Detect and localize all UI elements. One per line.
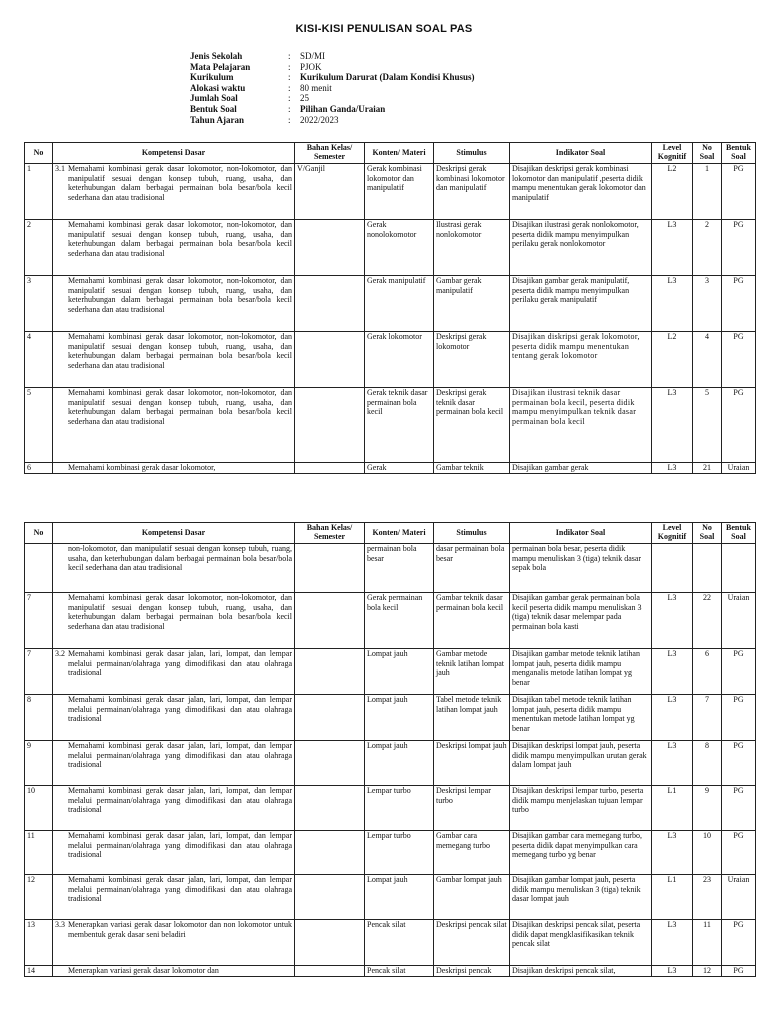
- meta-value: PJOK: [300, 61, 322, 72]
- cell-stimulus: Ilustrasi gerak nonlokomotor: [434, 220, 510, 276]
- cell-level: L3: [652, 966, 693, 977]
- meta-colon: :: [288, 72, 291, 83]
- cell-bentuk: PG: [722, 786, 756, 831]
- meta-row: [190, 72, 475, 83]
- cell-nosoal: 9: [693, 786, 722, 831]
- cell-kd: [53, 276, 295, 332]
- table-row: [25, 164, 756, 220]
- kd-text: Memahami kombinasi gerak dasar lokomotor, non-lokomotor, dan manipulatif sesuai dengan konsep tubuh, ruang, usaha, dan keterhubungan dalam berbagai permainan bola besar/bola kecil sederhana dan atau tradisional: [68, 388, 292, 426]
- cell-nosoal: 22: [693, 593, 722, 649]
- meta-colon: :: [288, 51, 291, 61]
- meta-label: Tahun Ajaran: [190, 114, 244, 125]
- cell-stimulus: Deskripsi pencak: [434, 966, 510, 977]
- cell-indikator: Disajikan ilustrasi teknik dasar permainan bola kecil, peserta didik mampu menyimpulkan teknik dasar permainan bola kecil: [510, 388, 652, 463]
- meta-label: Jenis Sekolah: [190, 51, 243, 61]
- table-row: [25, 388, 756, 463]
- cell-no: 7: [25, 593, 53, 649]
- cell-no: 7: [25, 649, 53, 695]
- cell-nosoal: 3: [693, 276, 722, 332]
- cell-kd: [53, 332, 295, 388]
- cell-kd: [53, 463, 295, 474]
- table-1-body: [25, 164, 756, 474]
- cell-materi: Gerak lokomotor: [365, 332, 434, 388]
- kd-code: 3.1: [55, 164, 65, 173]
- cell-kelas: [295, 388, 365, 463]
- meta-label: Mata Pelajaran: [190, 61, 251, 72]
- kd-code: [55, 220, 68, 258]
- table-row: [25, 220, 756, 276]
- cell-bentuk: PG: [722, 695, 756, 741]
- meta-label: Jumlah Soal: [190, 93, 238, 104]
- kd-text: Memahami kombinasi gerak dasar jalan, lari, lompat, dan lempar melalui permainan/olahraga yang dimodifikasi dan atau olahraga tradisional: [68, 831, 292, 859]
- meta-value: 2022/2023: [300, 114, 339, 125]
- table-row: [25, 593, 756, 649]
- kd-text: Menerapkan variasi gerak dasar lokomotor dan non lokomotor untuk membentuk gerak dasar seni beladiri: [68, 920, 292, 939]
- cell-indikator: Disajikan deskripsi pencak silat, peserta didik dapat mengklasifikasikan teknik pencak silat: [510, 920, 652, 966]
- cell-indikator: Disajikan gambar gerak: [510, 463, 652, 474]
- cell-level: L3: [652, 695, 693, 741]
- table-row: [25, 463, 756, 474]
- kd-code: [55, 966, 68, 976]
- col-kd: Kompetensi Dasar: [53, 523, 295, 544]
- cell-level: L3: [652, 388, 693, 463]
- col-stimulus: Stimulus: [434, 143, 510, 164]
- table-row: [25, 276, 756, 332]
- cell-kelas: [295, 544, 365, 593]
- cell-materi: Lompat jauh: [365, 695, 434, 741]
- cell-no: 4: [25, 332, 53, 388]
- col-bentuk: Bentuk Soal: [722, 143, 756, 164]
- meta-value: 25: [300, 93, 309, 104]
- document-meta: [190, 51, 475, 125]
- cell-kd: [53, 695, 295, 741]
- cell-kelas: [295, 695, 365, 741]
- cell-no: 12: [25, 875, 53, 920]
- cell-materi: Lompat jauh: [365, 649, 434, 695]
- kd-text: Memahami kombinasi gerak dasar jalan, lari, lompat, dan lempar melalui permainan/olahraga yang dimodifikasi dan atau olahraga tradisional: [68, 875, 292, 903]
- cell-no: 8: [25, 695, 53, 741]
- cell-kelas: [295, 593, 365, 649]
- cell-level: L3: [652, 831, 693, 875]
- cell-nosoal: 6: [693, 649, 722, 695]
- cell-materi: Gerak teknik dasar permainan bola kecil: [365, 388, 434, 463]
- cell-indikator: Disajikan ilustrasi gerak nonlokomotor, peserta didik mampu menyimpulkan perilaku gerak nonlokomotor: [510, 220, 652, 276]
- cell-nosoal: [693, 544, 722, 593]
- cell-bentuk: PG: [722, 966, 756, 977]
- cell-nosoal: 7: [693, 695, 722, 741]
- cell-indikator: Disajikan gambar cara memegang turbo, peserta didik dapat menyimpulkan cara memegang turbo yg benar: [510, 831, 652, 875]
- cell-nosoal: 21: [693, 463, 722, 474]
- meta-label: Alokasi waktu: [190, 82, 246, 93]
- kd-code: [55, 695, 68, 724]
- cell-indikator: Disajikan deskripsi gerak kombinasi lokomotor dan manipulatif ,peserta didik mampu menentukan gerak lokomotor dan manipulatif: [510, 164, 652, 220]
- meta-colon: :: [288, 103, 291, 114]
- cell-kelas: [295, 220, 365, 276]
- col-materi: Konten/ Materi: [365, 523, 434, 544]
- table-row: [25, 875, 756, 920]
- table-2-body: [25, 544, 756, 977]
- col-indikator: Indikator Soal: [510, 523, 652, 544]
- cell-indikator: Disajikan diskripsi gerak lokomotor, peserta didik mampu menentukan tentang gerak lokomotor: [510, 332, 652, 388]
- cell-materi: Pencak silat: [365, 920, 434, 966]
- cell-no: [25, 544, 53, 593]
- cell-no: 9: [25, 741, 53, 786]
- table-row: [25, 649, 756, 695]
- col-kelas: Bahan Kelas/ Semester: [295, 523, 365, 544]
- cell-materi: permainan bola besar: [365, 544, 434, 593]
- cell-bentuk: PG: [722, 649, 756, 695]
- cell-kd: [53, 875, 295, 920]
- cell-no: 13: [25, 920, 53, 966]
- cell-indikator: Disajikan gambar metode teknik latihan lompat jauh, peserta didik mampu menganalis metode latihan lompat yg benar: [510, 649, 652, 695]
- cell-materi: Lompat jauh: [365, 741, 434, 786]
- meta-colon: :: [288, 114, 291, 125]
- table-row: [25, 741, 756, 786]
- cell-kelas: [295, 463, 365, 474]
- cell-kelas: [295, 741, 365, 786]
- cell-stimulus: Gambar lompat jauh: [434, 875, 510, 920]
- cell-stimulus: Deskripsi lempar turbo: [434, 786, 510, 831]
- kd-code: [55, 332, 68, 370]
- cell-no: 1: [25, 164, 53, 220]
- cell-kelas: [295, 649, 365, 695]
- col-nosoal: No Soal: [693, 523, 722, 544]
- cell-kd: [53, 649, 295, 695]
- cell-materi: Gerak permainan bola kecil: [365, 593, 434, 649]
- cell-level: L2: [652, 164, 693, 220]
- cell-stimulus: Gambar gerak manipulatif: [434, 276, 510, 332]
- kd-text: Memahami kombinasi gerak dasar jalan, lari, lompat, dan lempar melalui permainan/olahraga yang dimodifikasi dan atau olahraga tradisional: [68, 741, 292, 769]
- cell-kelas: V/Ganjil: [295, 164, 365, 220]
- cell-kd: [53, 544, 295, 593]
- cell-stimulus: Deskripsi pencak silat: [434, 920, 510, 966]
- col-level: Level Kognitif: [652, 143, 693, 164]
- cell-bentuk: PG: [722, 220, 756, 276]
- kd-code: [55, 276, 68, 314]
- kd-code: [55, 388, 68, 426]
- cell-bentuk: PG: [722, 276, 756, 332]
- table-header-row: [25, 523, 756, 544]
- table-row: [25, 695, 756, 741]
- col-stimulus: Stimulus: [434, 523, 510, 544]
- cell-bentuk: Uraian: [722, 593, 756, 649]
- col-no: No: [25, 143, 53, 164]
- kd-text: Memahami kombinasi gerak dasar jalan, lari, lompat, dan lempar melalui permainan/olahraga yang dimodifikasi dan atau olahraga tradisional: [68, 649, 292, 677]
- kd-text: non-lokomotor, dan manipulatif sesuai dengan konsep tubuh, ruang, usaha, dan keterhubungan dalam berbagai permainan bola besar/bola kecil sederhana dan atau tradisional: [68, 544, 292, 572]
- kd-code: [55, 875, 68, 904]
- cell-stimulus: dasar permainan bola besar: [434, 544, 510, 593]
- kd-code: [55, 463, 68, 473]
- cell-indikator: Disajikan gambar lompat jauh, peserta didik mampu menuliskan 3 (tiga) teknik dasar lompat jauh: [510, 875, 652, 920]
- table-header-row: [25, 143, 756, 164]
- meta-value: SD/MI: [300, 51, 326, 61]
- meta-row: [190, 51, 475, 62]
- meta-colon: :: [288, 82, 291, 93]
- col-kelas: Bahan Kelas/ Semester: [295, 143, 365, 164]
- table-row: [25, 332, 756, 388]
- cell-level: L3: [652, 593, 693, 649]
- cell-kd: [53, 220, 295, 276]
- table-row: [25, 831, 756, 875]
- table-row: [25, 544, 756, 593]
- cell-bentuk: PG: [722, 920, 756, 966]
- cell-stimulus: Tabel metode teknik latihan lompat jauh: [434, 695, 510, 741]
- cell-bentuk: [722, 544, 756, 593]
- cell-materi: Lempar turbo: [365, 786, 434, 831]
- cell-no: 3: [25, 276, 53, 332]
- col-level: Level Kognitif: [652, 523, 693, 544]
- col-bentuk: Bentuk Soal: [722, 523, 756, 544]
- cell-indikator: Disajikan gambar gerak manipulatif, peserta didik mampu menyimpulkan perilaku gerak manipulatif: [510, 276, 652, 332]
- cell-stimulus: Gambar cara memegang turbo: [434, 831, 510, 875]
- kd-text: Memahami kombinasi gerak dasar lokomotor, non-lokomotor, dan manipulatif sesuai dengan konsep tubuh, ruang, usaha, dan keterhubungan dalam berbagai permainan bola besar/bola kecil sederhana dan atau tradisional: [68, 593, 292, 631]
- cell-stimulus: Deskripsi lompat jauh: [434, 741, 510, 786]
- cell-nosoal: 12: [693, 966, 722, 977]
- cell-no: 6: [25, 463, 53, 474]
- meta-row: [190, 104, 475, 115]
- table-row: [25, 920, 756, 966]
- cell-stimulus: Gambar teknik dasar permainan bola kecil: [434, 593, 510, 649]
- cell-kelas: [295, 875, 365, 920]
- meta-colon: :: [288, 93, 291, 104]
- kd-text: Memahami kombinasi gerak dasar jalan, lari, lompat, dan lempar melalui permainan/olahraga yang dimodifikasi dan atau olahraga tradisional: [68, 695, 292, 723]
- cell-level: L3: [652, 920, 693, 966]
- cell-kelas: [295, 966, 365, 977]
- cell-nosoal: 8: [693, 741, 722, 786]
- cell-indikator: Disajikan deskripsi pencak silat,: [510, 966, 652, 977]
- cell-level: L3: [652, 649, 693, 695]
- col-no: No: [25, 523, 53, 544]
- cell-kelas: [295, 786, 365, 831]
- cell-stimulus: Deskripsi gerak teknik dasar permainan bola kecil: [434, 388, 510, 463]
- cell-level: L3: [652, 276, 693, 332]
- cell-indikator: Disajikan tabel metode teknik latihan lompat jauh, peserta didik mampu menentukan metode latihan lompat yg benar: [510, 695, 652, 741]
- cell-kd: [53, 786, 295, 831]
- cell-kelas: [295, 831, 365, 875]
- cell-nosoal: 10: [693, 831, 722, 875]
- cell-kelas: [295, 920, 365, 966]
- cell-nosoal: 2: [693, 220, 722, 276]
- cell-stimulus: Gambar metode teknik latihan lompat jauh: [434, 649, 510, 695]
- kd-code: 3.2: [55, 649, 65, 658]
- meta-label: Kurikulum: [190, 72, 234, 83]
- meta-row: [190, 83, 475, 94]
- cell-no: 11: [25, 831, 53, 875]
- kd-text: Memahami kombinasi gerak dasar lokomotor, non-lokomotor, dan manipulatif sesuai dengan konsep tubuh, ruang, usaha, dan keterhubungan dalam berbagai permainan bola besar/bola kecil sederhana dan atau tradisional: [68, 164, 292, 202]
- kd-code: [55, 831, 68, 860]
- cell-materi: Gerak: [365, 463, 434, 474]
- kd-code: [55, 741, 68, 770]
- cell-kelas: [295, 276, 365, 332]
- meta-value: Pilihan Ganda/Uraian: [300, 103, 386, 114]
- cell-materi: Gerak manipulatif: [365, 276, 434, 332]
- cell-nosoal: 4: [693, 332, 722, 388]
- cell-kd: [53, 831, 295, 875]
- kd-text: Memahami kombinasi gerak dasar jalan, lari, lompat, dan lempar melalui permainan/olahraga yang dimodifikasi dan atau olahraga tradisional: [68, 786, 292, 814]
- cell-bentuk: PG: [722, 831, 756, 875]
- cell-stimulus: Deskripsi gerak kombinasi lokomotor dan manipulatif: [434, 164, 510, 220]
- cell-nosoal: 5: [693, 388, 722, 463]
- cell-stimulus: Gambar teknik: [434, 463, 510, 474]
- cell-kd: [53, 164, 295, 220]
- kd-text: Menerapkan variasi gerak dasar lokomotor dan: [68, 966, 219, 975]
- cell-kd: [53, 388, 295, 463]
- kisi-table-1: [24, 142, 756, 474]
- col-materi: Konten/ Materi: [365, 143, 434, 164]
- kd-code: [55, 544, 68, 573]
- cell-materi: Lompat jauh: [365, 875, 434, 920]
- cell-bentuk: PG: [722, 164, 756, 220]
- cell-bentuk: Uraian: [722, 875, 756, 920]
- kd-text: Memahami kombinasi gerak dasar lokomotor, non-lokomotor, dan manipulatif sesuai dengan konsep tubuh, ruang, usaha, dan keterhubungan dalam berbagai permainan bola besar/bola kecil sederhana dan atau tradisional: [68, 220, 292, 258]
- kd-text: Memahami kombinasi gerak dasar lokomotor, non-lokomotor, dan manipulatif sesuai dengan konsep tubuh, ruang, usaha, dan keterhubungan dalam berbagai permainan bola besar/bola kecil sederhana dan atau tradisional: [68, 276, 292, 314]
- cell-bentuk: PG: [722, 741, 756, 786]
- kd-text: Memahami kombinasi gerak dasar lokomotor, non-lokomotor, dan manipulatif sesuai dengan konsep tubuh, ruang, usaha, dan keterhubungan dalam berbagai permainan bola besar/bola kecil sederhana dan atau tradisional: [68, 332, 292, 370]
- kd-code: [55, 593, 68, 631]
- meta-label: Bentuk Soal: [190, 103, 237, 114]
- meta-value: 80 menit: [300, 82, 332, 93]
- cell-bentuk: PG: [722, 332, 756, 388]
- cell-indikator: Disajikan deskripsi lompat jauh, peserta didik mampu menyimpulkan urutan gerak dalam lompat jauh: [510, 741, 652, 786]
- cell-no: 5: [25, 388, 53, 463]
- cell-level: L1: [652, 875, 693, 920]
- cell-indikator: Disajikan deskripsi lempar turbo, peserta didik mampu menjelaskan tujuan lempar turbo: [510, 786, 652, 831]
- kd-code: [55, 786, 68, 815]
- meta-row: [190, 93, 475, 104]
- table-row: [25, 786, 756, 831]
- meta-row: [190, 115, 475, 126]
- cell-level: L1: [652, 786, 693, 831]
- cell-nosoal: 11: [693, 920, 722, 966]
- cell-kd: [53, 593, 295, 649]
- cell-no: 14: [25, 966, 53, 977]
- cell-no: 2: [25, 220, 53, 276]
- kd-text: Memahami kombinasi gerak dasar lokomotor,: [68, 463, 216, 472]
- cell-materi: Lempar turbo: [365, 831, 434, 875]
- cell-materi: Gerak kombinasi lokomotor dan manipulatif: [365, 164, 434, 220]
- cell-materi: Gerak nonolokomotor: [365, 220, 434, 276]
- cell-level: L3: [652, 220, 693, 276]
- kd-code: 3.3: [55, 920, 65, 929]
- cell-indikator: Disajikan gambar gerak permainan bola kecil peserta didik mampu menuliskan 3 (tiga) teknik dasar melempar pada permainan bola kasti: [510, 593, 652, 649]
- col-kd: Kompetensi Dasar: [53, 143, 295, 164]
- cell-nosoal: 23: [693, 875, 722, 920]
- cell-level: L3: [652, 741, 693, 786]
- cell-kd: [53, 920, 295, 966]
- cell-materi: Pencak silat: [365, 966, 434, 977]
- cell-bentuk: PG: [722, 388, 756, 463]
- document-title: KISI-KISI PENULISAN SOAL PAS: [295, 23, 473, 35]
- cell-no: 10: [25, 786, 53, 831]
- cell-level: L2: [652, 332, 693, 388]
- meta-value: Kurikulum Darurat (Dalam Kondisi Khusus): [300, 72, 475, 83]
- cell-nosoal: 1: [693, 164, 722, 220]
- cell-bentuk: Uraian: [722, 463, 756, 474]
- meta-colon: :: [288, 61, 291, 72]
- cell-kelas: [295, 332, 365, 388]
- cell-kd: [53, 741, 295, 786]
- cell-indikator: permainan bola besar, peserta didik mampu menuliskan 3 (tiga) teknik dasar sepak bola: [510, 544, 652, 593]
- cell-level: L3: [652, 463, 693, 474]
- col-nosoal: No Soal: [693, 143, 722, 164]
- cell-level: [652, 544, 693, 593]
- cell-kd: [53, 966, 295, 977]
- kisi-table-2: [24, 522, 756, 977]
- col-indikator: Indikator Soal: [510, 143, 652, 164]
- table-row: [25, 966, 756, 977]
- meta-row: [190, 62, 475, 73]
- cell-stimulus: Deskripsi gerak lokomotor: [434, 332, 510, 388]
